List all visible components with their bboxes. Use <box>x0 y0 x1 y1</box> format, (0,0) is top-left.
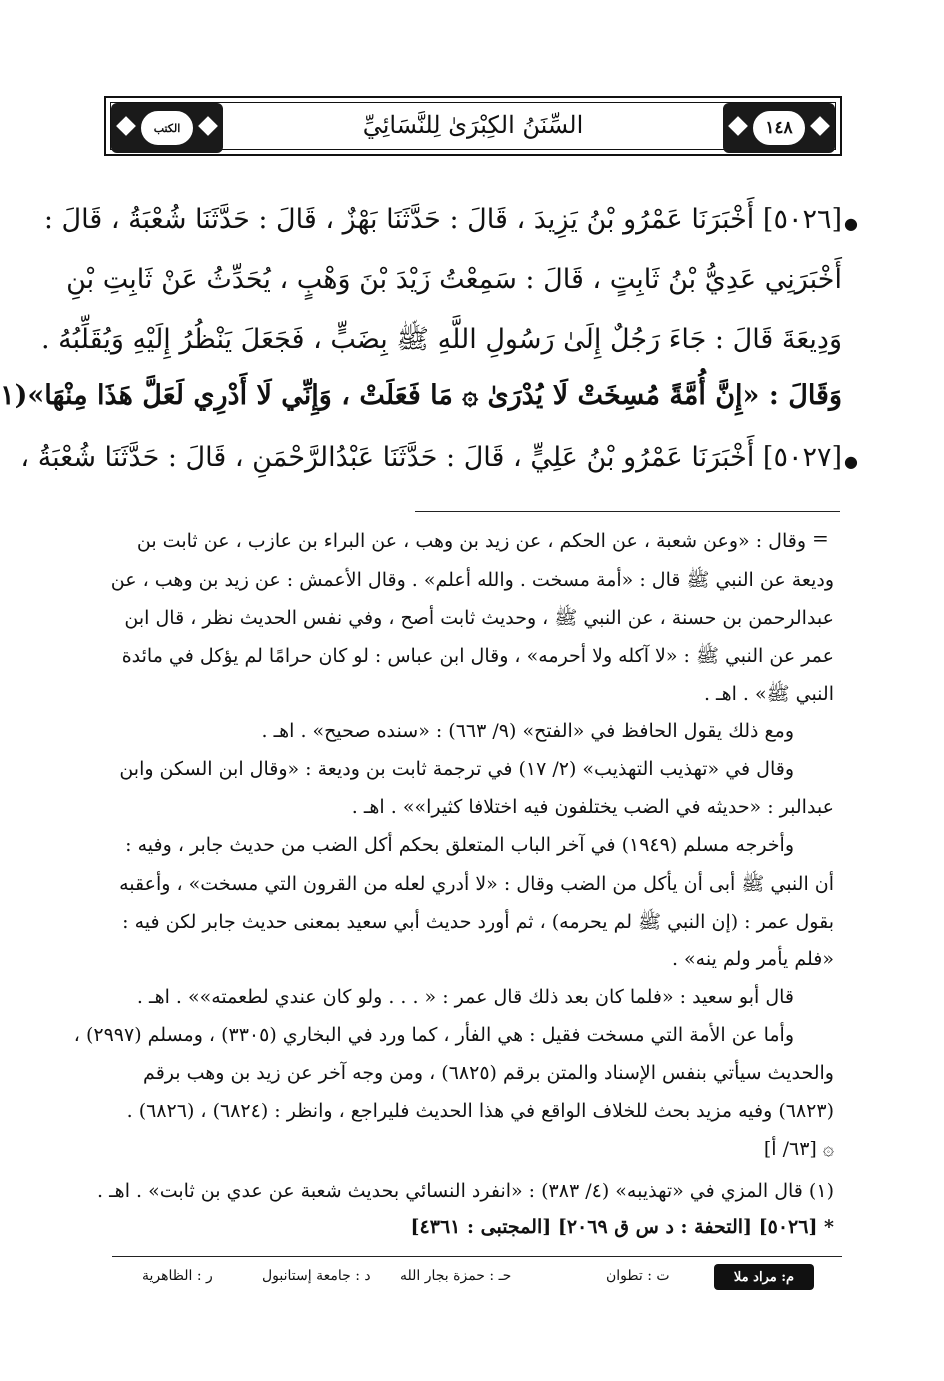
footnote-line: وأخرجه مسلم (١٩٤٩) في آخر الباب المتعلق بحكم أكل الضب من حديث جابر ، وفيه : <box>125 834 794 856</box>
header-frame <box>110 102 836 150</box>
footnote-line: والحديث سيأتي بنفس الإسناد والمتن برقم (٦٨٢٥) ، ومن وجه آخر عن زيد بن وهب برقم <box>143 1062 834 1084</box>
footnote-line: «فلم يأمر ولم ينه» . <box>671 948 834 970</box>
footnote-line: وقال في «تهذيب التهذيب» (٢/ ١٧) في ترجمة ثابت بن وديعة : «وقال ابن السكن وابن <box>119 758 794 780</box>
emblem-medallion: الكتب <box>139 109 195 147</box>
hadith-line: أَخْبَرَنِي عَدِيُّ بْنُ ثَابِتٍ ، قَالَ : سَمِعْتُ زَيْدَ بْنَ وَهْبٍ ، يُحَدِّثُ عَنْ ثَابِتِ بْنِ <box>66 264 842 295</box>
footnote-line: وقال : «وعن شعبة ، عن الحكم ، عن زيد بن وهب ، عن البراء بن عازب ، عن ثابت بن <box>136 530 806 552</box>
manuscript-sigla <box>112 1262 842 1292</box>
footnote-line: ومع ذلك يقول الحافظ في «الفتح» (٩/ ٦٦٣) : «سنده صحيح» . اهـ . <box>261 720 794 742</box>
siglum: د : جامعة إستانبول <box>262 1268 371 1284</box>
page-header <box>104 96 842 156</box>
footnote-line: وأما عن الأمة التي مسخت فقيل : هي الفأر ، كما ورد في البخاري (٣٣٠٥) ، ومسلم (٢٩٩٧) ، <box>73 1024 794 1046</box>
ornament-diamond <box>198 116 218 136</box>
ornament-diamond <box>728 116 748 136</box>
bullet-icon: ● <box>844 452 858 471</box>
folio-marker: ۞ [٦٣/ أ] <box>763 1138 834 1160</box>
siglum: ر : الظاهرية <box>142 1268 213 1284</box>
footnote-separator <box>415 511 840 512</box>
continuation-marker: = <box>812 526 829 550</box>
ornament-diamond <box>116 116 136 136</box>
ornament-diamond <box>810 116 830 136</box>
hadith-line: [٥٠٢٧] أَخْبَرَنَا عَمْرُو بْنُ عَلِيٍّ ، قَالَ : حَدَّثَنَا عَبْدُالرَّحْمَنِ ، قَالَ : حَدَّثَنَا شُعْبَةُ ، <box>20 442 842 473</box>
hadith-line: وَدِيعَةَ قَالَ : جَاءَ رَجُلٌ إِلَىٰ رَسُولِ اللَّهِ ﷺ بِضَبٍّ ، فَجَعَلَ يَنْظُرُ إِلَيْهِ وَيُقَلِّبُهُ . <box>40 324 842 355</box>
footnote-line: عبدالرحمن بن حسنة ، عن النبي ﷺ ، وحديث ثابت أصح ، وفي نفس الحديث نظر ، قال ابن <box>124 607 834 629</box>
footnote-line: النبي ﷺ» . اهـ . <box>703 683 834 705</box>
footnote-line: عمر عن النبي ﷺ : «لا آكله ولا أحرمه» ، وقال ابن عباس : لو كان حرامًا لم يؤكل في مائدة <box>121 645 834 667</box>
page-number: ١٤٨ <box>751 109 807 147</box>
footnote-line: قال أبو سعيد : «فلما كان بعد ذلك قال عمر : « . . . ولو كان عندي لطعمته»» . اهـ . <box>136 986 794 1008</box>
hadith-line: [٥٠٢٦] أَخْبَرَنَا عَمْرُو بْنُ يَزِيدَ ، قَالَ : حَدَّثَنَا بَهْزٌ ، قَالَ : حَدَّثَنَا شُعْبَةُ ، قَالَ : <box>43 204 842 235</box>
header-ornament-right <box>723 103 835 153</box>
footnote-line: عبدالبر : «حديثه في الضب يختلفون فيه اختلافا كثيرا»» . اهـ . <box>351 796 834 818</box>
footer-rule <box>112 1256 842 1257</box>
footnote-line: بقول عمر : (إن النبي ﷺ لم يحرمه) ، ثم أورد حديث أبي سعيد بمعنى حديث جابر لكن فيه : <box>122 911 834 933</box>
hadith-line: وَقَالَ : «إِنَّ أُمَّةً مُسِخَتْ لَا يُدْرَىٰ ۞ مَا فَعَلَتْ ، وَإِنِّي لَا أَدْرِي لَعَلَّ هَذَا مِنْهَا»(١ <box>0 380 842 411</box>
tuhfa-reference: * [٥٠٢٦] [التحفة : د س ق ٢٠٦٩] [المجتبى : ٤٣٦١] <box>410 1216 834 1238</box>
footnote-line: وديعة عن النبي ﷺ قال : «أمة مسخت . والله أعلم» . وقال الأعمش : عن زيد بن وهب ، عن <box>110 569 834 591</box>
footnote-1: (١) قال المزي في «تهذيبه» (٤/ ٣٨٣) : «انفرد النسائي بحديث شعبة عن عدي بن ثابت» . اهـ . <box>97 1180 834 1202</box>
book-title: السِّنَنُ الكِبْرَىٰ لِلنَّسَائِيِّ <box>362 111 584 139</box>
siglum: حـ : حمزة بجار الله <box>400 1268 512 1284</box>
header-ornament-left <box>111 103 223 153</box>
bullet-icon: ● <box>844 214 858 233</box>
footnote-line: أن النبي ﷺ أبى أن يأكل من الضب وقال : «لا أدري لعله من القرون التي مسخت» ، وأعقبه <box>119 873 834 895</box>
siglum: ت : تطوان <box>606 1268 670 1284</box>
footnote-line: (٦٨٢٣) وفيه مزيد بحث للخلاف الواقع في هذا الحديث فليراجع ، وانظر : (٦٨٢٤) ، (٦٨٢٦) . <box>126 1100 834 1122</box>
siglum-badge: م: مراد ملا <box>714 1264 814 1290</box>
